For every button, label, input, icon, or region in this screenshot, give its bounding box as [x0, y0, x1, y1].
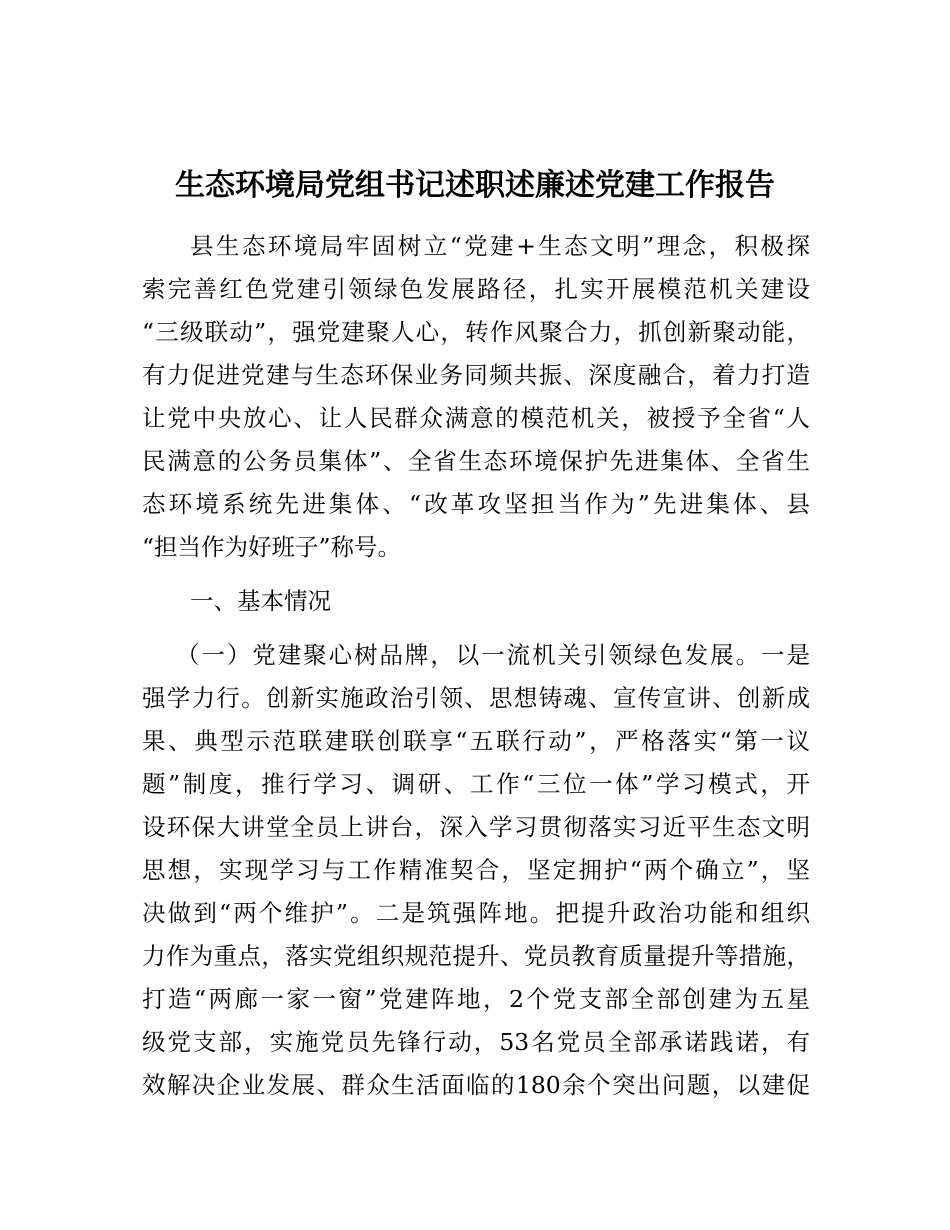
- paragraph-line: 级党支部，实施党员先锋行动，53名党员全部承诺践诺，有: [142, 1028, 810, 1056]
- paragraph-line: “三级联动”，强党建聚人心，转作风聚合力，抓创新聚动能，: [142, 318, 810, 346]
- paragraph-line: （一）党建聚心树品牌，以一流机关引领绿色发展。一是: [176, 641, 810, 669]
- paragraph-line: 果、典型示范联建联创联享“五联行动”，严格落实“第一议: [142, 727, 810, 755]
- paragraph-line: 打造“两廊一家一窗”党建阵地，2个党支部全部创建为五星: [142, 985, 810, 1013]
- paragraph-line: 索完善红色党建引领绿色发展路径，扎实开展模范机关建设: [142, 275, 810, 303]
- paragraph-line: 有力促进党建与生态环保业务同频共振、深度融合，着力打造: [142, 361, 810, 389]
- paragraph-line: 题”制度，推行学习、调研、工作“三位一体”学习模式，开: [142, 770, 810, 798]
- paragraph-line: 思想，实现学习与工作精准契合，坚定拥护“两个确立”，坚: [142, 856, 810, 884]
- document-title: 生态环境局党组书记述职述廉述党建工作报告: [175, 168, 775, 203]
- paragraph-line: 设环保大讲堂全员上讲台，深入学习贯彻落实习近平生态文明: [142, 813, 810, 841]
- paragraph-line: 力作为重点，落实党组织规范提升、党员教育质量提升等措施，: [142, 942, 810, 970]
- paragraph-line: 强学力行。创新实施政治引领、思想铸魂、宣传宣讲、创新成: [142, 684, 810, 712]
- paragraph-line: 让党中央放心、让人民群众满意的模范机关，被授予全省“人: [142, 404, 810, 432]
- paragraph-line: 效解决企业发展、群众生活面临的180余个突出问题，以建促: [142, 1071, 810, 1099]
- paragraph-line: 决做到“两个维护”。二是筑强阵地。把提升政治功能和组织: [142, 899, 810, 927]
- paragraph-line: 民满意的公务员集体”、全省生态环境保护先进集体、全省生: [142, 447, 810, 475]
- paragraph-line: 态环境系统先进集体、“改革攻坚担当作为”先进集体、县: [142, 490, 810, 518]
- section-heading: 一、基本情况: [190, 587, 331, 615]
- paragraph-line: “担当作为好班子”称号。: [142, 533, 402, 561]
- paragraph-line: 县生态环境局牢固树立“党建+生态文明”理念，积极探: [190, 232, 810, 260]
